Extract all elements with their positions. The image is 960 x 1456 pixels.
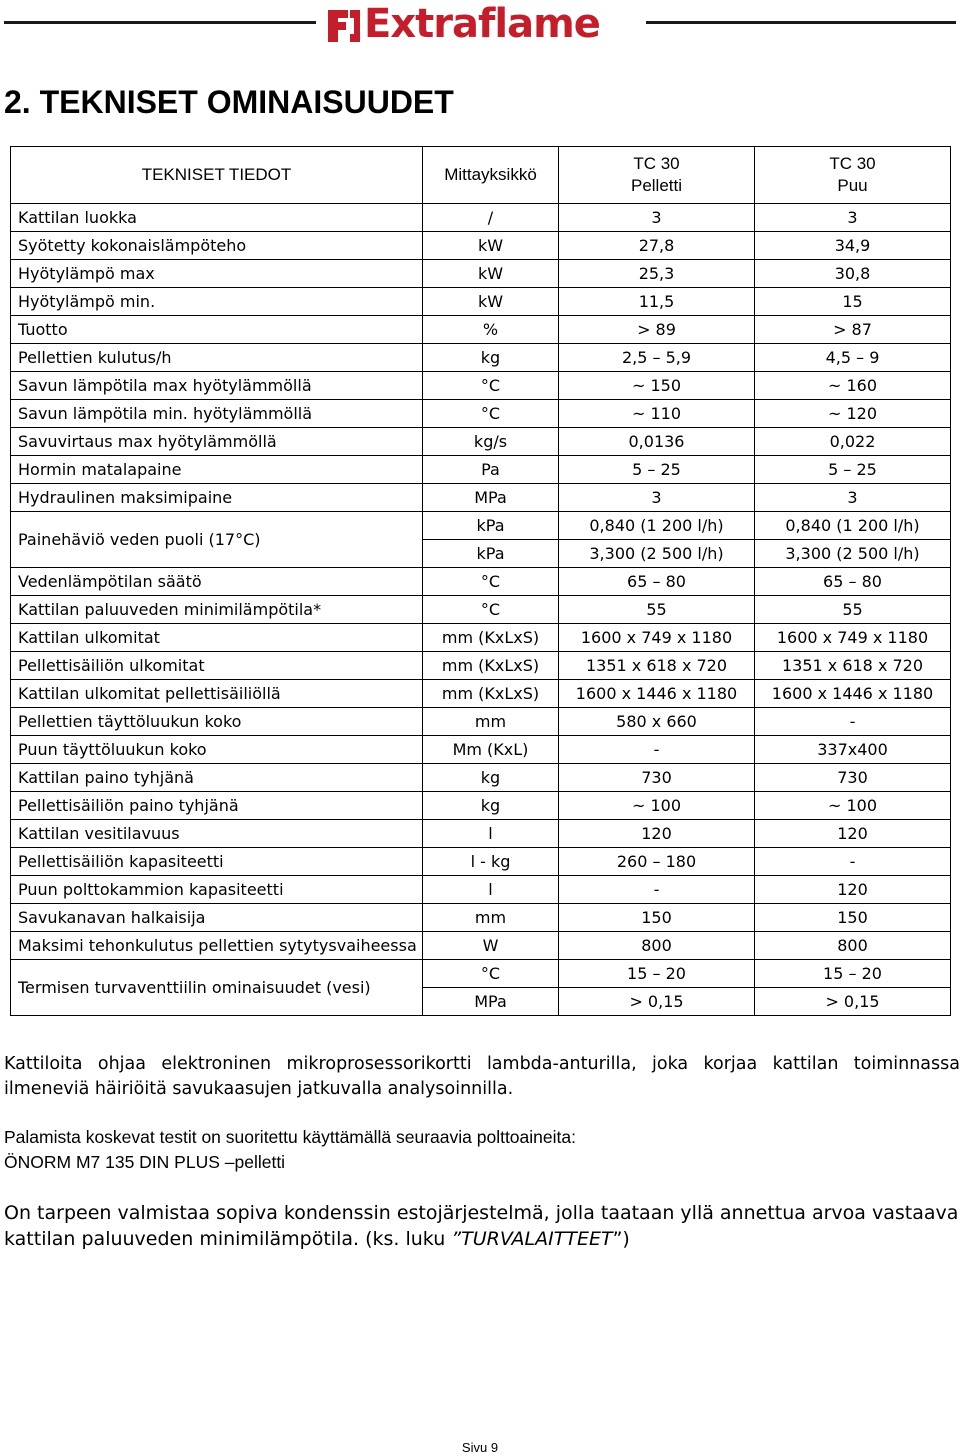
note-fuel-tests-line1: Palamista koskevat testit on suoritettu käyttämällä seuraavia polttoaineita: — [4, 1127, 576, 1147]
spec-value-wood: 3 — [755, 484, 951, 512]
spec-label: Pellettisäiliön kapasiteetti — [11, 848, 423, 876]
table-body — [11, 204, 951, 1016]
spec-unit: °C — [423, 960, 559, 988]
spec-label: Savuvirtaus max hyötylämmöllä — [11, 428, 423, 456]
spec-value-wood: 120 — [755, 820, 951, 848]
spec-label: Kattilan ulkomitat pellettisäiliöllä — [11, 680, 423, 708]
spec-label: Hydraulinen maksimipaine — [11, 484, 423, 512]
spec-value-pellet: 120 — [559, 820, 755, 848]
spec-value-wood: 0,840 (1 200 l/h) — [755, 512, 951, 540]
spec-value-wood: ~ 120 — [755, 400, 951, 428]
spec-value-pellet: 3,300 (2 500 l/h) — [559, 540, 755, 568]
table-row — [11, 204, 951, 232]
spec-value-wood: 1351 x 618 x 720 — [755, 652, 951, 680]
spec-value-pellet: 0,840 (1 200 l/h) — [559, 512, 755, 540]
spec-label: Tuotto — [11, 316, 423, 344]
spec-label: Pellettien täyttöluukun koko — [11, 708, 423, 736]
spec-unit: l — [423, 876, 559, 904]
spec-value-wood: 15 – 20 — [755, 960, 951, 988]
table-row — [11, 792, 951, 820]
table-row — [11, 428, 951, 456]
spec-unit: kW — [423, 232, 559, 260]
spec-value-wood: 730 — [755, 764, 951, 792]
spec-value-pellet: 730 — [559, 764, 755, 792]
spec-unit: mm (KxLxS) — [423, 680, 559, 708]
spec-unit: l — [423, 820, 559, 848]
spec-value-pellet: 15 – 20 — [559, 960, 755, 988]
spec-label: Pellettisäiliön ulkomitat — [11, 652, 423, 680]
spec-unit: kW — [423, 288, 559, 316]
table-row — [11, 680, 951, 708]
spec-label: Kattilan ulkomitat — [11, 624, 423, 652]
spec-unit: kg — [423, 344, 559, 372]
table-row — [11, 596, 951, 624]
header-unit: Mittayksikkö — [423, 147, 559, 204]
spec-unit: Mm (KxL) — [423, 736, 559, 764]
spec-value-pellet: 25,3 — [559, 260, 755, 288]
note-controller-text: Kattiloita ohjaa elektroninen mikroprosessorikortti lambda-anturilla, joka korjaa kattilan toiminnassa ilmeneviä häiriöitä savukaasujen jatkuvalla analysoinnilla. — [4, 1054, 960, 1099]
spec-unit: kPa — [423, 540, 559, 568]
spec-unit: mm — [423, 904, 559, 932]
table-row — [11, 512, 951, 540]
spec-unit: Pa — [423, 456, 559, 484]
spec-value-pellet: 260 – 180 — [559, 848, 755, 876]
table-row — [11, 372, 951, 400]
spec-unit: l - kg — [423, 848, 559, 876]
spec-label: Savun lämpötila max hyötylämmöllä — [11, 372, 423, 400]
spec-label: Savukanavan halkaisija — [11, 904, 423, 932]
spec-label: Hormin matalapaine — [11, 456, 423, 484]
header-wood: TC 30 Puu — [755, 147, 951, 204]
note-fuel-tests-line2: ÖNORM M7 135 DIN PLUS –pelletti — [4, 1152, 286, 1172]
spec-value-pellet: 55 — [559, 596, 755, 624]
spec-label: Kattilan paluuveden minimilämpötila* — [11, 596, 423, 624]
spec-value-pellet: 27,8 — [559, 232, 755, 260]
table-row — [11, 960, 951, 988]
spec-value-wood: - — [755, 848, 951, 876]
header-pellet: TC 30 Pelletti — [559, 147, 755, 204]
spec-value-pellet: 0,0136 — [559, 428, 755, 456]
table-row — [11, 876, 951, 904]
spec-label: Syötetty kokonaislämpöteho — [11, 232, 423, 260]
table-row — [11, 904, 951, 932]
spec-value-pellet: 580 x 660 — [559, 708, 755, 736]
table-row — [11, 652, 951, 680]
spec-label: Pellettisäiliön paino tyhjänä — [11, 792, 423, 820]
spec-value-pellet: - — [559, 876, 755, 904]
page-header — [0, 0, 960, 56]
spec-value-pellet: 2,5 – 5,9 — [559, 344, 755, 372]
spec-value-pellet: 11,5 — [559, 288, 755, 316]
extraflame-logo — [326, 2, 636, 48]
spec-value-wood: 0,022 — [755, 428, 951, 456]
spec-unit: W — [423, 932, 559, 960]
spec-unit: MPa — [423, 988, 559, 1016]
header-technical-data: TEKNISET TIEDOT — [11, 147, 423, 204]
note-condensation-body: On tarpeen valmistaa sopiva kondenssin estojärjestelmä, jolla taataan yllä annettua arvoa vastaava kattilan paluuveden minimilämpötila. (ks. luku — [4, 1202, 959, 1250]
table-header-row — [11, 147, 951, 204]
spec-value-wood: ~ 100 — [755, 792, 951, 820]
spec-label: Puun polttokammion kapasiteetti — [11, 876, 423, 904]
spec-label: Kattilan paino tyhjänä — [11, 764, 423, 792]
spec-value-wood: 1600 x 749 x 1180 — [755, 624, 951, 652]
spec-value-wood: > 87 — [755, 316, 951, 344]
spec-label: Kattilan vesitilavuus — [11, 820, 423, 848]
spec-value-pellet: ~ 150 — [559, 372, 755, 400]
spec-unit: mm (KxLxS) — [423, 624, 559, 652]
header-rule-left — [4, 21, 316, 24]
table-row — [11, 848, 951, 876]
spec-unit: °C — [423, 568, 559, 596]
spec-value-wood: 4,5 – 9 — [755, 344, 951, 372]
note-fuel-tests — [4, 1125, 960, 1175]
spec-unit: MPa — [423, 484, 559, 512]
spec-value-wood: > 0,15 — [755, 988, 951, 1016]
spec-value-pellet: ~ 100 — [559, 792, 755, 820]
spec-label: Pellettien kulutus/h — [11, 344, 423, 372]
spec-label: Vedenlämpötilan säätö — [11, 568, 423, 596]
spec-value-pellet: 65 – 80 — [559, 568, 755, 596]
table-row — [11, 568, 951, 596]
spec-label: Kattilan luokka — [11, 204, 423, 232]
spec-value-pellet: 1600 x 1446 x 1180 — [559, 680, 755, 708]
spec-value-wood: 34,9 — [755, 232, 951, 260]
spec-value-wood: 5 – 25 — [755, 456, 951, 484]
spec-unit: kW — [423, 260, 559, 288]
spec-label: Termisen turvaventtiilin ominaisuudet (vesi) — [11, 960, 423, 1016]
spec-value-pellet: 150 — [559, 904, 755, 932]
table-row — [11, 484, 951, 512]
spec-value-wood: ~ 160 — [755, 372, 951, 400]
spec-value-wood: 337x400 — [755, 736, 951, 764]
spec-value-wood: 30,8 — [755, 260, 951, 288]
note-condensation — [4, 1200, 960, 1252]
spec-value-pellet: 800 — [559, 932, 755, 960]
spec-value-wood: 65 – 80 — [755, 568, 951, 596]
spec-unit: kg — [423, 764, 559, 792]
table-row — [11, 764, 951, 792]
spec-unit: °C — [423, 400, 559, 428]
technical-specs-table — [10, 146, 951, 1016]
spec-value-pellet: > 89 — [559, 316, 755, 344]
spec-value-pellet: ~ 110 — [559, 400, 755, 428]
table-row — [11, 344, 951, 372]
spec-value-wood: 3,300 (2 500 l/h) — [755, 540, 951, 568]
spec-value-wood: 1600 x 1446 x 1180 — [755, 680, 951, 708]
spec-label: Painehäviö veden puoli (17°C) — [11, 512, 423, 568]
spec-value-wood: 55 — [755, 596, 951, 624]
logo-wordmark: Extraflame — [364, 1, 600, 47]
note-controller — [4, 1052, 960, 1102]
section-title: 2. TEKNISET OMINAISUUDET — [4, 84, 454, 120]
spec-unit: / — [423, 204, 559, 232]
spec-unit: kg/s — [423, 428, 559, 456]
spec-value-pellet: 1600 x 749 x 1180 — [559, 624, 755, 652]
spec-value-pellet: 3 — [559, 204, 755, 232]
spec-value-wood: 15 — [755, 288, 951, 316]
spec-label: Savun lämpötila min. hyötylämmöllä — [11, 400, 423, 428]
spec-label: Hyötylämpö min. — [11, 288, 423, 316]
header-rule-right — [646, 21, 956, 24]
spec-value-pellet: 5 – 25 — [559, 456, 755, 484]
spec-unit: mm — [423, 708, 559, 736]
table-row — [11, 708, 951, 736]
table-row — [11, 932, 951, 960]
spec-value-wood: - — [755, 708, 951, 736]
spec-value-pellet: > 0,15 — [559, 988, 755, 1016]
spec-value-wood: 800 — [755, 932, 951, 960]
spec-value-wood: 120 — [755, 876, 951, 904]
spec-unit: kPa — [423, 512, 559, 540]
table-row — [11, 260, 951, 288]
spec-value-pellet: - — [559, 736, 755, 764]
note-condensation-end: ”) — [612, 1228, 630, 1250]
spec-unit: kg — [423, 792, 559, 820]
logo-flame-icon — [326, 6, 362, 44]
table-row — [11, 624, 951, 652]
spec-value-wood: 3 — [755, 204, 951, 232]
table-row — [11, 736, 951, 764]
spec-value-pellet: 1351 x 618 x 720 — [559, 652, 755, 680]
table-row — [11, 456, 951, 484]
spec-label: Hyötylämpö max — [11, 260, 423, 288]
spec-value-pellet: 3 — [559, 484, 755, 512]
table-row — [11, 288, 951, 316]
spec-label: Puun täyttöluukun koko — [11, 736, 423, 764]
table-row — [11, 232, 951, 260]
page-number: Sivu 9 — [461, 1440, 499, 1455]
spec-value-wood: 150 — [755, 904, 951, 932]
spec-unit: °C — [423, 372, 559, 400]
note-condensation-text — [4, 1200, 960, 1252]
chapter-reference: ”TURVALAITTEET — [451, 1228, 613, 1250]
spec-unit: % — [423, 316, 559, 344]
spec-unit: °C — [423, 596, 559, 624]
table-row — [11, 316, 951, 344]
table-row — [11, 820, 951, 848]
spec-unit: mm (KxLxS) — [423, 652, 559, 680]
table-row — [11, 400, 951, 428]
spec-label: Maksimi tehonkulutus pellettien sytytysvaiheessa — [11, 932, 423, 960]
